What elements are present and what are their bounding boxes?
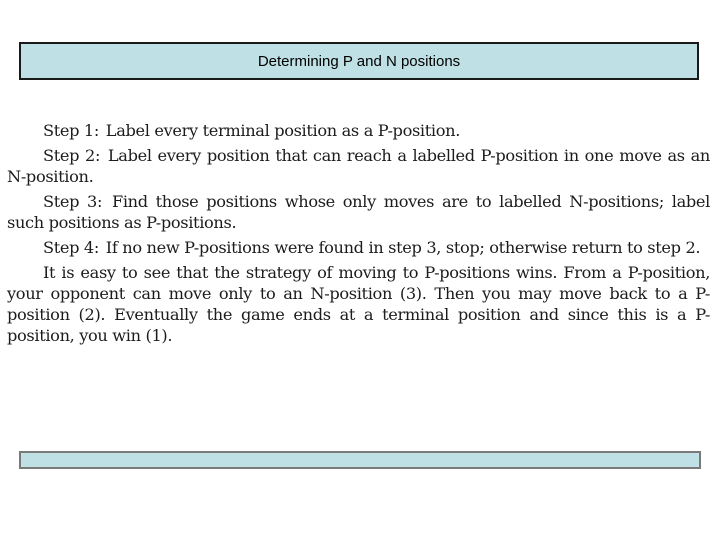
step-3 [7,191,710,233]
step-label: Step 3: [43,192,103,211]
title-bar [19,42,699,80]
step-text: Find those positions whose only moves are to labelled N-positions; label such positions as P-positions. [7,192,710,232]
step-label: Step 4: [43,238,99,257]
step-label: Step 1: [43,121,99,140]
bottom-bar [19,451,701,469]
step-1 [7,120,710,141]
step-text: Label every terminal position as a P-position. [105,121,461,140]
step-text: If no new P-positions were found in step 3, stop; otherwise return to step 2. [105,238,701,257]
step-label: Step 2: [43,146,101,165]
conclusion-paragraph: It is easy to see that the strategy of moving to P-positions wins. From a P-position, your opponent can move only to an N-position (3). Then you may move back to a P-position (2). Eventually the game ends at a terminal position and since this is a P-position, you win (1). [7,263,710,345]
step-4 [7,237,710,258]
page-title: Determining P and N positions [257,52,461,70]
step-2 [7,145,710,187]
document-body [7,120,710,350]
step-text: Label every position that can reach a labelled P-position in one move as an N-position. [7,146,710,186]
